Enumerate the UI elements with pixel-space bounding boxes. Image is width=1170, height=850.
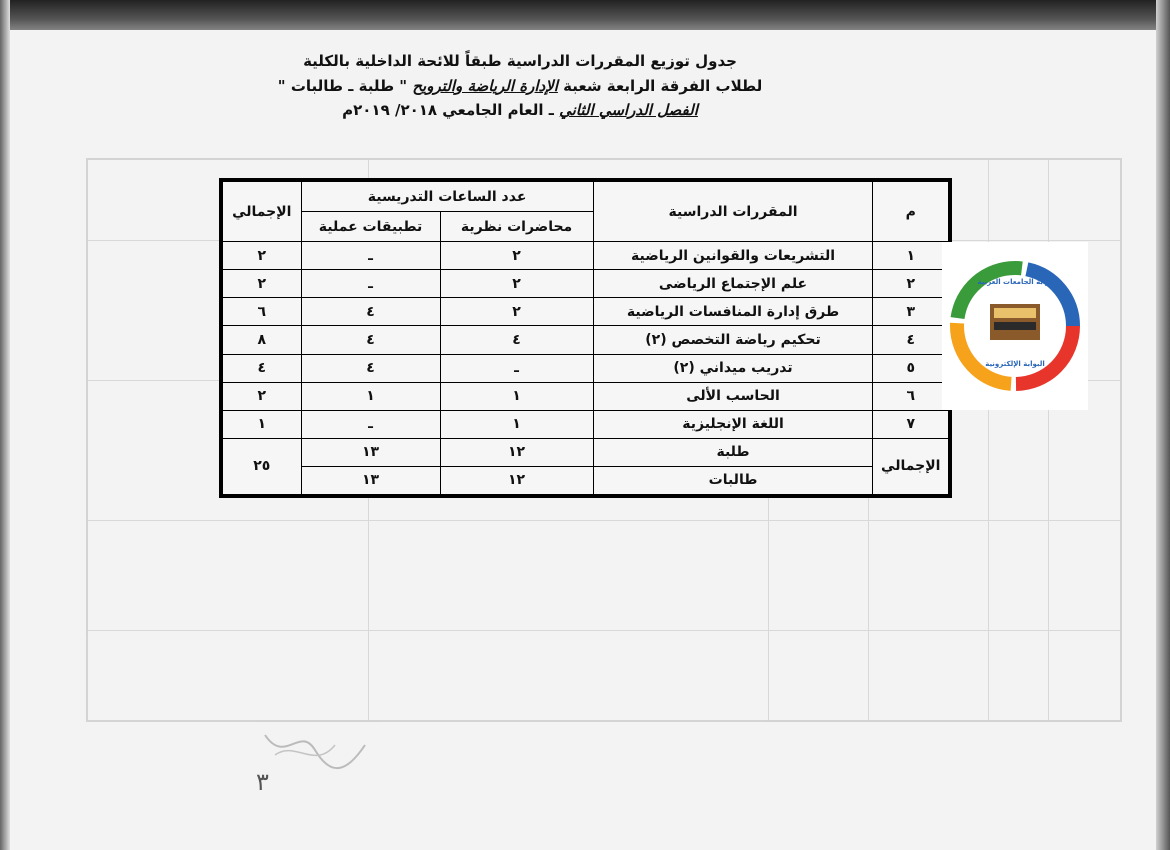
row-theory-hours: ٢ (440, 242, 593, 270)
academic-year: ـ العام الجامعي ٢٠١٨/ ٢٠١٩م (342, 101, 554, 119)
row-total-hours: ٦ (223, 298, 302, 326)
signature-mark (255, 715, 375, 785)
summary-total-label: الإجمالي (873, 438, 949, 494)
header-course: المقررات الدراسية (593, 182, 873, 242)
page-mark: ٣ (256, 768, 269, 796)
title-line-1: جدول توزيع المقررات الدراسية طبقاً للائحة الداخلية بالكلية (303, 52, 737, 70)
row-total-hours: ٨ (223, 326, 302, 354)
summary-females-practical: ١٣ (301, 466, 440, 494)
summary-grand-total: ٢٥ (223, 438, 302, 494)
scan-edge-left (0, 0, 10, 850)
header-practical: تطبيقات عملية (301, 212, 440, 242)
table-row (223, 410, 949, 438)
row-theory-hours: ٢ (440, 270, 593, 298)
row-total-hours: ٢ (223, 270, 302, 298)
gender-note: " طلبة ـ طالبات " (277, 77, 408, 95)
title-line-2-prefix: لطلاب الفرقة الرابعة شعبة (563, 77, 763, 95)
row-course-name: الحاسب الألى (593, 382, 873, 410)
row-total-hours: ٢ (223, 382, 302, 410)
row-total-hours: ١ (223, 410, 302, 438)
header-total: الإجمالي (223, 182, 302, 242)
row-theory-hours: ٤ (440, 326, 593, 354)
row-number: ٥ (873, 354, 949, 382)
table-row (223, 270, 949, 298)
row-course-name: تحكيم رياضة التخصص (٢) (593, 326, 873, 354)
summary-females-label: طالبات (593, 466, 873, 494)
summary-males-theory: ١٢ (440, 438, 593, 466)
portal-logo-icon (942, 242, 1088, 410)
row-practical-hours: ٤ (301, 326, 440, 354)
row-practical-hours: ٤ (301, 354, 440, 382)
row-number: ٣ (873, 298, 949, 326)
row-theory-hours: ١ (440, 382, 593, 410)
row-practical-hours: ١ (301, 382, 440, 410)
table-row (223, 382, 949, 410)
row-practical-hours: ـ (301, 242, 440, 270)
row-total-hours: ٤ (223, 354, 302, 382)
header-number: م (873, 182, 949, 242)
summary-males-label: طلبة (593, 438, 873, 466)
row-practical-hours: ـ (301, 270, 440, 298)
course-distribution-table (219, 178, 952, 498)
title-line-2 (170, 77, 870, 95)
row-number: ٤ (873, 326, 949, 354)
row-total-hours: ٢ (223, 242, 302, 270)
row-theory-hours: ـ (440, 354, 593, 382)
table-row (223, 326, 949, 354)
portal-logo (942, 242, 1088, 410)
table-row (223, 354, 949, 382)
table-row (223, 298, 949, 326)
logo-text-bottom: البوابة الإلكترونية (985, 360, 1045, 368)
department-name: الإدارة الرياضة والترويح (412, 77, 558, 95)
row-practical-hours: ـ (301, 410, 440, 438)
title-line-3 (170, 101, 870, 119)
row-practical-hours: ٤ (301, 298, 440, 326)
row-course-name: طرق إدارة المنافسات الرياضية (593, 298, 873, 326)
header-teaching-hours: عدد الساعات التدريسية (301, 182, 593, 212)
row-number: ٧ (873, 410, 949, 438)
row-course-name: التشريعات والقوانين الرياضية (593, 242, 873, 270)
row-theory-hours: ١ (440, 410, 593, 438)
row-number: ١ (873, 242, 949, 270)
scan-edge-right (1156, 0, 1170, 850)
header-theory: محاضرات نظرية (440, 212, 593, 242)
summary-males-practical: ١٣ (301, 438, 440, 466)
table-row (223, 242, 949, 270)
summary-females-theory: ١٢ (440, 466, 593, 494)
logo-text-top: بوابة الجامعات العربية (977, 278, 1053, 286)
row-course-name: علم الإجتماع الرياضى (593, 270, 873, 298)
row-course-name: تدريب ميداني (٢) (593, 354, 873, 382)
semester-label: الفصل الدراسي الثاني (559, 101, 698, 119)
row-theory-hours: ٢ (440, 298, 593, 326)
row-number: ٢ (873, 270, 949, 298)
row-course-name: اللغة الإنجليزية (593, 410, 873, 438)
row-number: ٦ (873, 382, 949, 410)
